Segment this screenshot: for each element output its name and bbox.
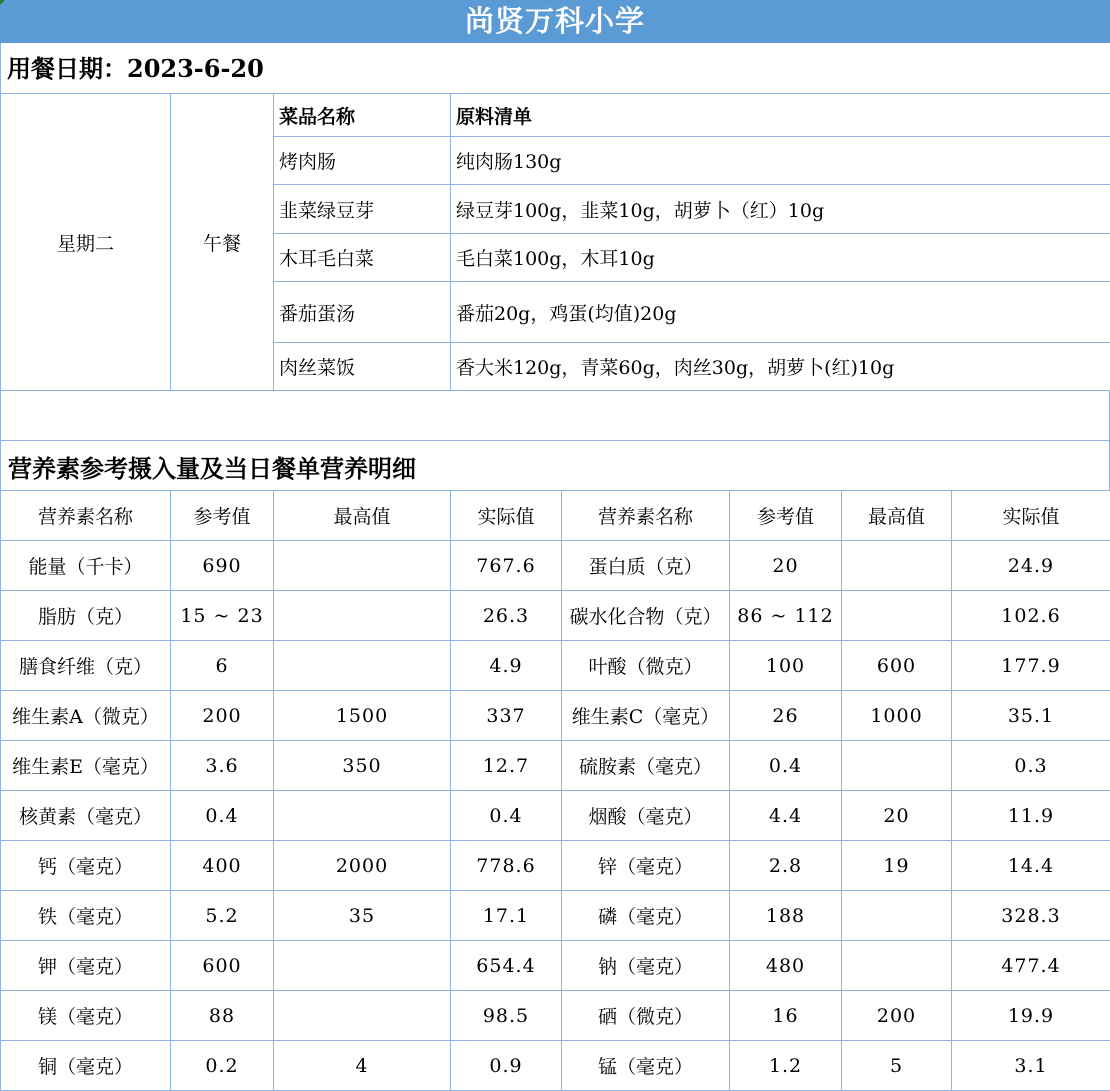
dish-ingredients[interactable]: 纯肉肠130g [451,137,1110,185]
dish-name[interactable]: 番茄蛋汤 [274,282,451,343]
reference-value-cell[interactable]: 16 [730,991,842,1041]
meal-date-row[interactable] [0,43,1110,94]
nutrition-row [1,791,1110,841]
menu-table [0,93,1110,391]
nutrient-name-cell[interactable]: 钙（毫克） [1,841,171,891]
max-value-cell[interactable] [842,541,952,591]
max-value-cell[interactable]: 35 [274,891,451,941]
actual-value-cell[interactable]: 0.3 [952,741,1110,791]
nutrition-title: 营养素参考摄入量及当日餐单营养明细 [8,454,416,483]
reference-value-cell[interactable]: 3.6 [171,741,274,791]
nutrition-row [1,741,1110,791]
reference-value-cell[interactable]: 400 [171,841,274,891]
blank-row[interactable] [0,390,1110,440]
actual-value-cell[interactable]: 11.9 [952,791,1110,841]
dish-name-header[interactable]: 菜品名称 [274,94,451,137]
nutrient-name-cell[interactable]: 维生素E（毫克） [1,741,171,791]
nutrient-name-cell[interactable]: 锰（毫克） [562,1041,730,1091]
menu-meal-cell[interactable] [171,94,274,391]
dish-name[interactable]: 烤肉肠 [274,137,451,185]
menu-day: 星期二 [56,232,114,255]
nutrient-name-cell[interactable]: 镁（毫克） [1,991,171,1041]
max-value-cell[interactable] [274,591,451,641]
dish-name[interactable]: 韭菜绿豆芽 [274,185,451,234]
nutrient-name-cell[interactable]: 碳水化合物（克） [562,591,730,641]
cell-corner-marker [0,0,5,5]
max-value-cell[interactable] [842,941,952,991]
school-title-bar [0,0,1110,43]
reference-value-cell[interactable]: 0.4 [171,791,274,841]
nutrition-header-actual-value[interactable]: 实际值 [451,491,562,541]
actual-value-cell[interactable]: 17.1 [451,891,562,941]
reference-value-cell[interactable]: 26 [730,691,842,741]
nutrition-header-reference-value[interactable]: 参考值 [171,491,274,541]
reference-value-cell[interactable]: 600 [171,941,274,991]
actual-value-cell[interactable]: 98.5 [451,991,562,1041]
nutrition-row [1,841,1110,891]
reference-value-cell[interactable]: 4.4 [730,791,842,841]
ingredients-header[interactable]: 原料清单 [451,94,1110,137]
actual-value-cell[interactable]: 654.4 [451,941,562,991]
nutrient-name-cell[interactable]: 膳食纤维（克） [1,641,171,691]
nutrient-name-cell[interactable]: 锌（毫克） [562,841,730,891]
actual-value-cell[interactable]: 102.6 [952,591,1110,641]
actual-value-cell[interactable]: 24.9 [952,541,1110,591]
reference-value-cell[interactable]: 86 ~ 112 [730,591,842,641]
reference-value-cell[interactable]: 100 [730,641,842,691]
actual-value-cell[interactable]: 328.3 [952,891,1110,941]
max-value-cell[interactable]: 2000 [274,841,451,891]
reference-value-cell[interactable]: 1.2 [730,1041,842,1091]
actual-value-cell[interactable]: 3.1 [952,1041,1110,1091]
nutrient-name-cell[interactable]: 钾（毫克） [1,941,171,991]
actual-value-cell[interactable]: 35.1 [952,691,1110,741]
nutrition-title-row[interactable] [0,440,1110,490]
reference-value-cell[interactable]: 0.2 [171,1041,274,1091]
nutrient-name-cell[interactable]: 烟酸（毫克） [562,791,730,841]
actual-value-cell[interactable]: 26.3 [451,591,562,641]
max-value-cell[interactable]: 4 [274,1041,451,1091]
nutrient-name-cell[interactable]: 磷（毫克） [562,891,730,941]
nutrient-name-cell[interactable]: 脂肪（克） [1,591,171,641]
dish-ingredients[interactable]: 番茄20g，鸡蛋(均值)20g [451,282,1110,343]
dish-name[interactable]: 木耳毛白菜 [274,234,451,282]
max-value-cell[interactable] [274,791,451,841]
nutrition-row [1,591,1110,641]
max-value-cell[interactable] [842,591,952,641]
nutrition-header-nutrient-name[interactable]: 营养素名称 [562,491,730,541]
nutrient-name-cell[interactable]: 铜（毫克） [1,1041,171,1091]
reference-value-cell[interactable]: 2.8 [730,841,842,891]
max-value-cell[interactable]: 20 [842,791,952,841]
nutrition-row [1,991,1110,1041]
actual-value-cell[interactable]: 177.9 [952,641,1110,691]
reference-value-cell[interactable]: 0.4 [730,741,842,791]
reference-value-cell[interactable]: 5.2 [171,891,274,941]
reference-value-cell[interactable]: 15 ~ 23 [171,591,274,641]
nutrition-row [1,891,1110,941]
nutrient-name-cell[interactable]: 蛋白质（克） [562,541,730,591]
actual-value-cell[interactable]: 19.9 [952,991,1110,1041]
reference-value-cell[interactable]: 188 [730,891,842,941]
nutrient-name-cell[interactable]: 叶酸（微克） [562,641,730,691]
nutrient-name-cell[interactable]: 硫胺素（毫克） [562,741,730,791]
nutrition-header-row [1,491,1110,541]
nutrient-name-cell[interactable]: 硒（微克） [562,991,730,1041]
reference-value-cell[interactable]: 690 [171,541,274,591]
reference-value-cell[interactable]: 6 [171,641,274,691]
max-value-cell[interactable]: 200 [842,991,952,1041]
dish-ingredients[interactable]: 毛白菜100g，木耳10g [451,234,1110,282]
nutrient-name-cell[interactable]: 维生素A（微克） [1,691,171,741]
nutrition-header-max-value[interactable]: 最高值 [842,491,952,541]
actual-value-cell[interactable]: 778.6 [451,841,562,891]
max-value-cell[interactable] [274,991,451,1041]
nutrient-name-cell[interactable]: 钠（毫克） [562,941,730,991]
max-value-cell[interactable]: 1500 [274,691,451,741]
max-value-cell[interactable] [274,541,451,591]
nutrition-row [1,1041,1110,1091]
actual-value-cell[interactable]: 0.9 [451,1041,562,1091]
dish-ingredients[interactable]: 香大米120g，青菜60g，肉丝30g，胡萝卜(红)10g [451,343,1110,391]
dish-name[interactable]: 肉丝菜饭 [274,343,451,391]
reference-value-cell[interactable]: 20 [730,541,842,591]
nutrition-header-actual-value[interactable]: 实际值 [952,491,1110,541]
nutrition-row [1,641,1110,691]
actual-value-cell[interactable]: 767.6 [451,541,562,591]
max-value-cell[interactable] [274,941,451,991]
meal-date-label: 用餐日期：2023-6-20 [7,54,264,83]
nutrition-table [0,490,1110,1091]
max-value-cell[interactable]: 19 [842,841,952,891]
actual-value-cell[interactable]: 12.7 [451,741,562,791]
actual-value-cell[interactable]: 477.4 [952,941,1110,991]
max-value-cell[interactable] [842,741,952,791]
actual-value-cell[interactable]: 0.4 [451,791,562,841]
nutrition-header-max-value[interactable]: 最高值 [274,491,451,541]
reference-value-cell[interactable]: 88 [171,991,274,1041]
actual-value-cell[interactable]: 337 [451,691,562,741]
menu-day-cell[interactable] [1,94,171,391]
reference-value-cell[interactable]: 480 [730,941,842,991]
nutrition-row [1,941,1110,991]
max-value-cell[interactable]: 350 [274,741,451,791]
max-value-cell[interactable]: 5 [842,1041,952,1091]
nutrient-name-cell[interactable]: 能量（千卡） [1,541,171,591]
reference-value-cell[interactable]: 200 [171,691,274,741]
actual-value-cell[interactable]: 4.9 [451,641,562,691]
nutrition-header-nutrient-name[interactable]: 营养素名称 [1,491,171,541]
max-value-cell[interactable] [274,641,451,691]
school-title: 尚贤万科小学 [464,4,645,38]
nutrient-name-cell[interactable]: 维生素C（毫克） [562,691,730,741]
dish-ingredients[interactable]: 绿豆芽100g，韭菜10g，胡萝卜（红）10g [451,185,1110,234]
nutrition-header-reference-value[interactable]: 参考值 [730,491,842,541]
max-value-cell[interactable] [842,891,952,941]
menu-meal: 午餐 [202,232,241,255]
nutrition-row [1,691,1110,741]
nutrient-name-cell[interactable]: 铁（毫克） [1,891,171,941]
nutrition-row [1,541,1110,591]
max-value-cell[interactable]: 1000 [842,691,952,741]
nutrient-name-cell[interactable]: 核黄素（毫克） [1,791,171,841]
actual-value-cell[interactable]: 14.4 [952,841,1110,891]
max-value-cell[interactable]: 600 [842,641,952,691]
